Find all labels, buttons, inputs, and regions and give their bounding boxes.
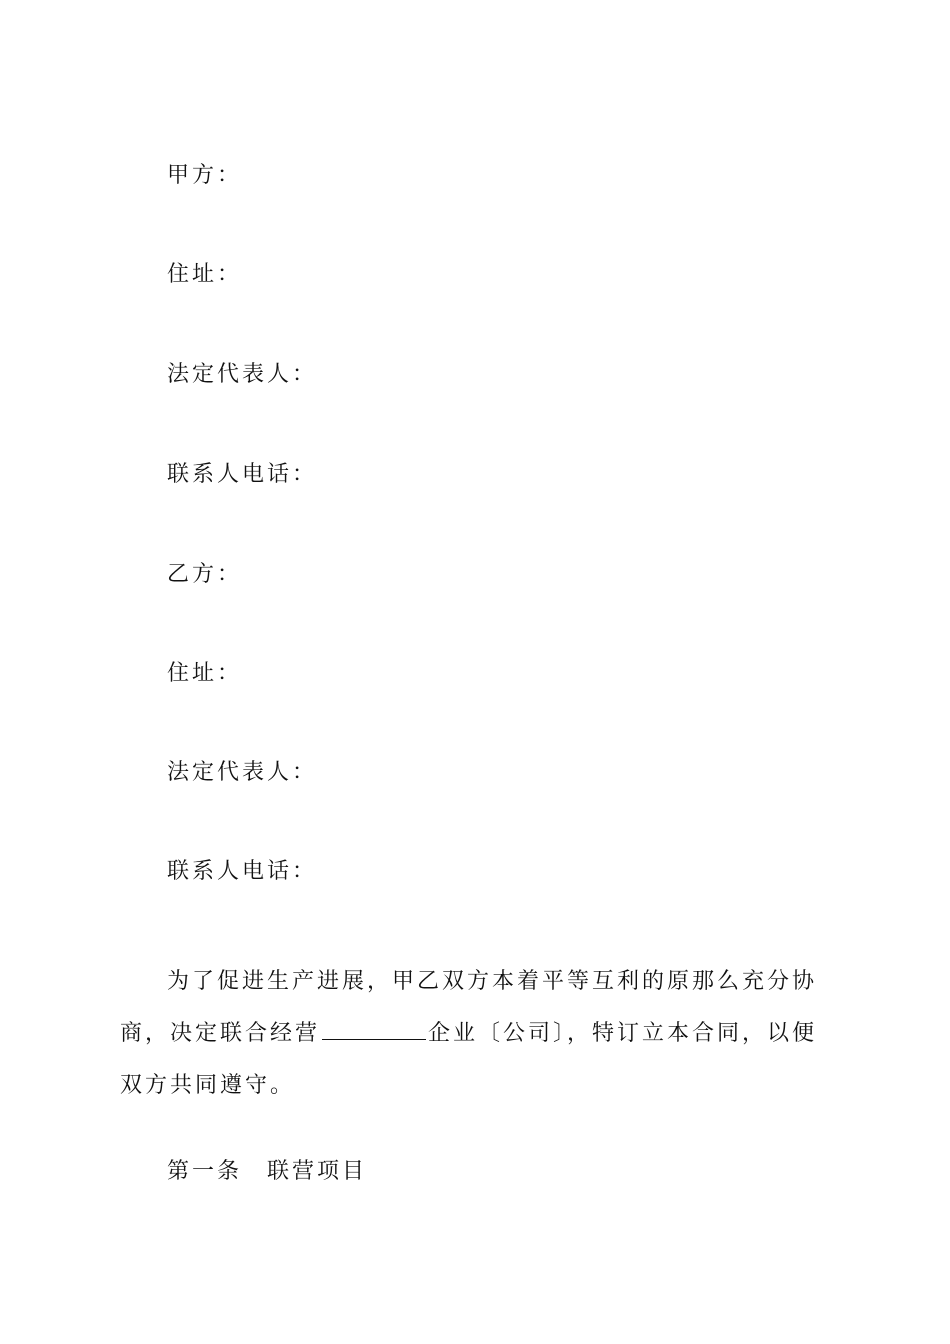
article-1-heading: 第一条 联营项目 bbox=[167, 1159, 368, 1184]
party-b-address-label: 住址： bbox=[167, 661, 243, 686]
party-b-contact-phone-label: 联系人电话： bbox=[167, 859, 318, 884]
blank-fill-line bbox=[322, 1021, 426, 1040]
party-a-label: 甲方： bbox=[167, 163, 243, 188]
preamble-paragraph bbox=[120, 956, 840, 1112]
party-b-label: 乙方： bbox=[167, 562, 243, 587]
party-a-contact-phone-label: 联系人电话： bbox=[167, 462, 318, 487]
preamble-text-part2: 企业〔公司〕，特订立本合同，以便双方共同遵守。 bbox=[120, 1021, 818, 1098]
party-b-legal-rep-label: 法定代表人： bbox=[167, 760, 318, 785]
preamble-text-part1: 为了促进生产进展，甲乙双方本着平等互利的原那么充分协商，决定联合经营 bbox=[120, 969, 818, 1046]
party-a-address-label: 住址： bbox=[167, 262, 243, 287]
party-a-legal-rep-label: 法定代表人： bbox=[167, 362, 318, 387]
